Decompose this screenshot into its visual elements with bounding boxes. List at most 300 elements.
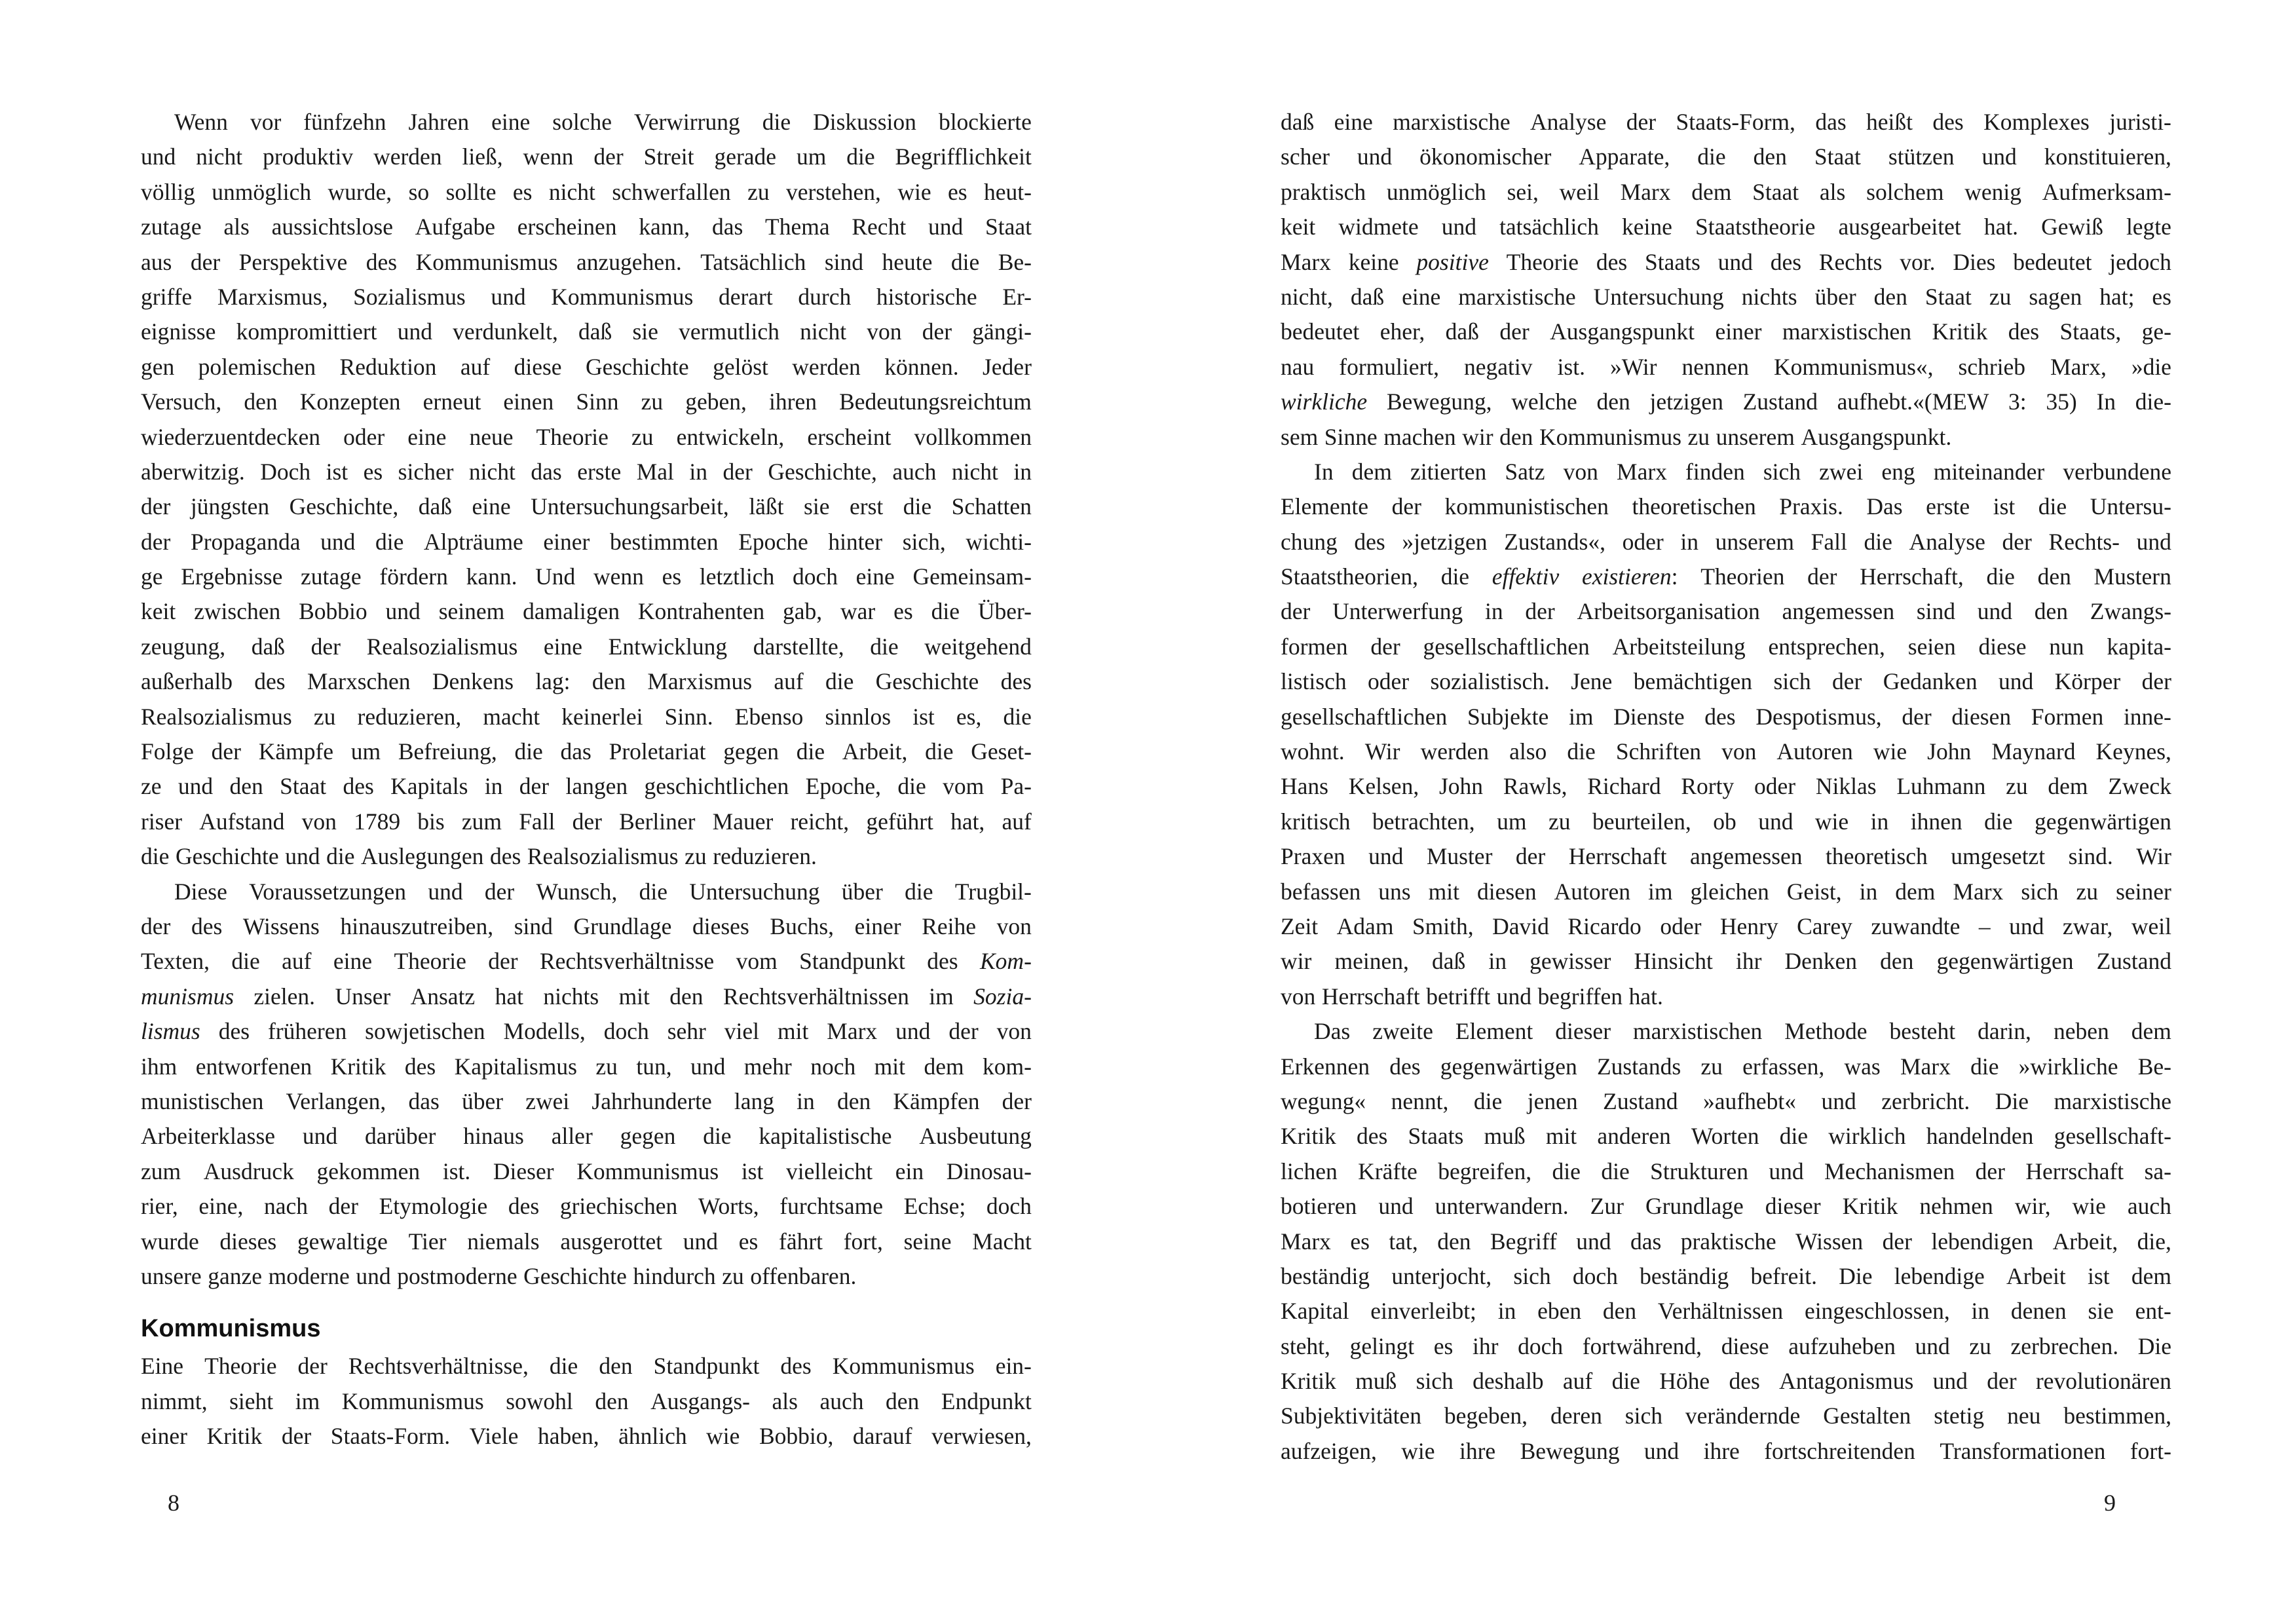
word: aufhebt.«(MEW	[1837, 388, 1989, 415]
word: seine	[903, 1228, 952, 1255]
word: in	[484, 773, 503, 800]
word: zu	[1989, 283, 2012, 310]
word: Staats-Form,	[1676, 109, 1795, 135]
word: Marxismus,	[217, 283, 328, 310]
word: jenen	[1527, 1087, 1578, 1114]
word: Staat	[1814, 143, 1861, 170]
word: Fall	[519, 808, 555, 835]
word: der	[1902, 703, 1932, 730]
word: historische	[876, 283, 977, 310]
word: außerhalb	[141, 668, 233, 695]
word: Unser	[335, 983, 391, 1010]
word: Das	[1314, 1018, 1351, 1045]
word: derart	[718, 283, 773, 310]
word: gegenwärtigen	[2034, 808, 2171, 835]
word: Gemeinsam-	[912, 563, 1032, 590]
word: sollte	[445, 178, 497, 205]
word: den	[591, 668, 626, 695]
word: Theorie	[536, 423, 609, 450]
word: zweite	[1372, 1018, 1433, 1045]
word: 3:	[2008, 388, 2027, 415]
word: solchem	[1866, 178, 1944, 205]
word: den	[2037, 563, 2071, 590]
word: ent-	[2135, 1298, 2171, 1325]
word: polemischen	[198, 353, 316, 380]
word: Zustand	[1603, 1087, 1678, 1114]
word: und	[2009, 913, 2044, 939]
word: Über-	[977, 598, 1032, 625]
word: Kommunismus«,	[1773, 353, 1934, 380]
word: die	[905, 878, 933, 905]
word: Ausgangs-	[650, 1388, 750, 1414]
word: keit	[141, 598, 176, 625]
word: die	[825, 668, 854, 695]
word: mit	[1428, 878, 1459, 905]
word: dem	[924, 1053, 964, 1080]
word: Kommunismus	[1539, 423, 1681, 450]
word: Verwirrung	[634, 109, 740, 135]
page-number-left: 8	[168, 1490, 179, 1516]
word: Streit	[643, 143, 694, 170]
word: Wissens	[242, 913, 320, 939]
word: Analyse	[1909, 528, 1985, 555]
word: hat.	[1628, 983, 1663, 1010]
word: der	[190, 248, 221, 275]
word: des	[1354, 528, 1385, 555]
word: Arbeit	[2006, 1262, 2066, 1289]
word: die	[846, 143, 875, 170]
word: und	[1378, 1193, 1414, 1220]
word: Kräfte	[1358, 1158, 1417, 1184]
word: eben	[1537, 1298, 1582, 1325]
word: des	[489, 843, 521, 870]
word: Ausgangspunkt.	[1801, 423, 1952, 450]
word: die	[1986, 563, 2015, 590]
word: Aufgabe	[415, 214, 495, 240]
word: Carey	[1797, 913, 1852, 939]
word: ein	[895, 1158, 924, 1184]
word: das	[1630, 1228, 1662, 1255]
word: positive	[1416, 248, 1489, 275]
word: ausgearbeitet	[1838, 214, 1961, 240]
word: formuliert,	[1339, 353, 1440, 380]
word: von	[996, 1018, 1032, 1045]
word: unserem	[1716, 423, 1795, 450]
word: Geset-	[971, 738, 1032, 765]
word: auch	[892, 458, 937, 485]
word: Bewegung	[1520, 1437, 1620, 1464]
word: zwischen	[194, 598, 281, 625]
word: erscheint	[807, 423, 892, 450]
word: ihnen	[1910, 808, 1962, 835]
word: durch	[798, 283, 852, 310]
word: die	[1611, 1368, 1640, 1395]
word: Reihe	[922, 913, 977, 939]
word: produktiv	[263, 143, 354, 170]
word: fortwährend,	[1582, 1332, 1702, 1359]
word: aufzeigen,	[1281, 1437, 1377, 1464]
word: gab,	[783, 598, 823, 625]
word: die	[703, 1123, 732, 1150]
word: theoretischen	[1632, 493, 1756, 520]
word: als	[1819, 178, 1846, 205]
word: nehmen	[1919, 1193, 1993, 1220]
left-page-body	[141, 105, 1032, 1454]
word: oder	[343, 423, 385, 450]
word: Staatstheorien,	[1281, 563, 1418, 590]
word: weil	[2131, 913, 2171, 939]
text-line	[1281, 350, 2171, 385]
word: lag:	[535, 668, 571, 695]
word: Marx	[1281, 1228, 1331, 1255]
word: sozialistisch.	[1430, 668, 1550, 695]
word: Henry	[1719, 913, 1778, 939]
text-line	[1281, 1014, 2171, 1049]
word: Marx	[1281, 248, 1331, 275]
left-page	[141, 105, 1032, 1454]
word: in	[1971, 1298, 1990, 1325]
word: Richard	[1587, 773, 1661, 800]
word: des	[254, 668, 286, 695]
word: marxistische	[1393, 109, 1511, 135]
word: Marx,	[2050, 353, 2107, 380]
word: sich	[1513, 1262, 1551, 1289]
word: denen	[2010, 1298, 2067, 1325]
word: Methode	[1784, 1018, 1868, 1045]
word: angemessen	[1782, 598, 1895, 625]
word: des	[366, 248, 398, 275]
word: marxistischen	[1633, 1018, 1763, 1045]
word: sind	[514, 913, 553, 939]
word: auf	[774, 668, 804, 695]
word: Marx	[1953, 878, 2004, 905]
word: Wir	[2136, 843, 2171, 870]
text-line	[141, 245, 1032, 280]
word: Staat	[985, 214, 1032, 240]
word: Echse;	[903, 1193, 966, 1220]
paragraph	[1281, 1014, 2171, 1469]
word: zu	[1700, 1053, 1723, 1080]
word: praktische	[1680, 1228, 1776, 1255]
word: lebendigen	[1931, 1228, 2034, 1255]
word: den	[669, 983, 704, 1010]
word: wenn	[523, 143, 574, 170]
word: und	[1821, 1087, 1856, 1114]
word: meinen,	[1334, 948, 1409, 975]
word: Denkens	[432, 668, 514, 695]
word: griffe	[141, 283, 193, 310]
word: die	[925, 738, 954, 765]
word: der	[310, 633, 341, 660]
word: Schatten	[951, 493, 1032, 520]
word: zerbrechen.	[2010, 1332, 2119, 1359]
word: die	[1440, 563, 1470, 590]
text-line	[1281, 385, 2171, 419]
word: unmöglich	[212, 178, 312, 205]
text-line	[1281, 455, 2171, 489]
word: Theorien	[1700, 563, 1785, 590]
text-line	[141, 1084, 1032, 1119]
word: Muster	[1426, 843, 1493, 870]
word: Kommunismus	[415, 248, 558, 275]
word: Keynes,	[2095, 738, 2171, 765]
word: eine	[855, 563, 895, 590]
word: lang	[734, 1087, 774, 1114]
text-line	[141, 875, 1032, 909]
word: »jetzigen	[1402, 528, 1488, 555]
word: begreifen,	[1438, 1158, 1532, 1184]
word: sa-	[2144, 1158, 2171, 1184]
word: bedeutet	[1281, 318, 1360, 345]
word: Formen	[2031, 703, 2104, 730]
word: Kämpfen	[893, 1087, 980, 1114]
word: der	[1370, 633, 1400, 660]
text-line	[1281, 700, 2171, 734]
word: Rechts-	[2048, 528, 2120, 555]
word: listisch	[1281, 668, 1347, 695]
word: haben,	[537, 1423, 599, 1450]
word: Arbeit,	[2052, 1228, 2118, 1255]
word: des	[343, 773, 374, 800]
word: und	[2136, 528, 2171, 555]
word: Untersu-	[2090, 493, 2171, 520]
word: anzugehen.	[576, 248, 682, 275]
word: Rorty	[1681, 773, 1735, 800]
text-line	[1281, 1434, 2171, 1469]
word: anderen	[1597, 1123, 1671, 1150]
word: werden	[792, 353, 861, 380]
word: der	[1807, 563, 1837, 590]
word: bis	[417, 808, 445, 835]
word: welche	[1511, 388, 1577, 415]
word: munistischen	[141, 1087, 264, 1114]
word: nicht	[800, 318, 847, 345]
word: ist.	[442, 1158, 471, 1184]
word: erscheinen	[517, 214, 617, 240]
word: oder	[1754, 773, 1796, 800]
word: und	[1576, 1228, 1611, 1255]
word: Geschichte	[875, 668, 979, 695]
word: in	[1859, 878, 1878, 905]
word: Komplexes	[1983, 109, 2090, 135]
word: noch	[810, 1053, 856, 1080]
word: und	[356, 1262, 391, 1289]
word: beständig	[1640, 1262, 1729, 1289]
word: früheren	[267, 1018, 347, 1045]
word: Denken	[1784, 948, 1857, 975]
word: darstellte,	[753, 633, 844, 660]
word: des	[1704, 703, 1736, 730]
word: Ansatz	[410, 983, 476, 1010]
word: des	[1357, 1123, 1388, 1150]
word: seien	[1907, 633, 1956, 660]
word: Epoche	[738, 528, 808, 555]
word: eine	[407, 423, 447, 450]
word: eher,	[1380, 318, 1425, 345]
word: von	[1563, 458, 1598, 485]
text-line	[1281, 1189, 2171, 1224]
word: die	[897, 773, 926, 800]
word: Kontrahenten	[637, 598, 765, 625]
word: Zustand	[1742, 388, 1818, 415]
word: wie	[706, 1423, 740, 1450]
text-line	[141, 630, 1032, 664]
word: Bedeutungsreichtum	[839, 388, 1032, 415]
word: Proletariat	[609, 738, 706, 765]
word: geschichtlichen	[644, 773, 789, 800]
word: Zur	[1590, 1193, 1624, 1220]
word: die	[1003, 703, 1032, 730]
word: gleichen	[1690, 878, 1769, 905]
word: darin,	[1978, 1018, 2031, 1045]
word: –	[1978, 913, 1991, 939]
text-line	[1281, 525, 2171, 559]
word: Antagonismus	[1779, 1368, 1914, 1395]
word: es	[1350, 1228, 1370, 1255]
word: auf	[1562, 1368, 1593, 1395]
text-line	[141, 420, 1032, 455]
word: Strukturen	[1650, 1158, 1748, 1184]
word: der	[572, 808, 602, 835]
word: Staat	[280, 773, 327, 800]
text-line	[1281, 1224, 2171, 1259]
word: Ergebnisse	[181, 563, 283, 590]
word: Bobbio,	[759, 1423, 834, 1450]
word: diese	[514, 353, 562, 380]
word: der	[1515, 843, 1546, 870]
word: keit	[1281, 214, 1316, 240]
word: Voraussetzungen	[249, 878, 407, 905]
word: Realsozialismus	[527, 843, 679, 870]
text-line	[141, 909, 1032, 944]
word: Endpunkt	[941, 1388, 1032, 1414]
word: es	[1433, 1332, 1454, 1359]
word: lismus	[141, 1018, 200, 1045]
word: Aufstand	[199, 808, 285, 835]
word: darauf	[852, 1423, 912, 1450]
text-line	[141, 1384, 1032, 1419]
word: Unterwerfung	[1332, 598, 1463, 625]
word: Arbeiterklasse	[141, 1123, 276, 1150]
word: Die	[1839, 1262, 1873, 1289]
word: reduzieren,	[357, 703, 462, 730]
text-line	[1281, 1364, 2171, 1399]
word: ze	[141, 773, 162, 800]
word: die	[141, 843, 170, 870]
text-line	[141, 1349, 1032, 1384]
word: kapita-	[2107, 633, 2171, 660]
word: dem	[1351, 458, 1392, 485]
word: formen	[1281, 633, 1348, 660]
word: sind.	[2068, 843, 2113, 870]
word: Jeder	[982, 353, 1032, 380]
word: verdunkelt,	[453, 318, 558, 345]
word: 1789	[354, 808, 401, 835]
word: griechischen	[559, 1193, 678, 1220]
word: die	[375, 528, 404, 555]
word: daß	[251, 633, 286, 660]
word: Transformationen	[1940, 1437, 2106, 1464]
word: den	[1596, 388, 1630, 415]
word: verstehen,	[786, 178, 881, 205]
word: Entwicklung	[608, 633, 728, 660]
word: Subjekte	[1467, 703, 1549, 730]
word: des	[508, 1193, 540, 1220]
word: wie	[2072, 1193, 2106, 1220]
word: sowohl	[506, 1388, 573, 1414]
word: Geschichte	[523, 1262, 627, 1289]
word: Wenn	[174, 109, 228, 135]
word: Rechts	[1818, 248, 1883, 275]
word: Realsozialismus	[141, 703, 292, 730]
word: doch	[1572, 1262, 1618, 1289]
word: lebendige	[1894, 1262, 1985, 1289]
word: keine	[1348, 248, 1399, 275]
word: Kelsen,	[1348, 773, 1419, 800]
word: dem	[1691, 178, 1732, 205]
word: Konzepten	[299, 388, 401, 415]
word: zu	[747, 178, 770, 205]
text-line	[1281, 105, 2171, 140]
word: der	[922, 318, 952, 345]
word: Perspektive	[238, 248, 348, 275]
word: der	[328, 1193, 358, 1220]
word: Praxis.	[1779, 493, 1843, 520]
word: die	[514, 738, 543, 765]
word: in	[1013, 458, 1032, 485]
word: der	[1525, 598, 1555, 625]
word: Jene	[1571, 668, 1613, 695]
text-line	[1281, 489, 2171, 524]
word: von	[1721, 738, 1757, 765]
word: Geschichte	[585, 353, 689, 380]
word: Kapital	[1281, 1298, 1349, 1325]
word: gen	[141, 353, 175, 380]
word: gesellschaftlichen	[1423, 633, 1590, 660]
word: wie	[897, 178, 931, 205]
word: steht,	[1281, 1332, 1330, 1359]
word: Sinn.	[664, 703, 713, 730]
page-number-right: 9	[2104, 1490, 2116, 1516]
word: miteinander	[1933, 458, 2045, 485]
text-line	[141, 1154, 1032, 1189]
word: Realsozialismus	[366, 633, 518, 660]
word: Staatstheorie	[1695, 214, 1816, 240]
word: Autoren	[1776, 738, 1853, 765]
word: Reduktion	[339, 353, 437, 380]
word: Kritik	[330, 1053, 386, 1080]
word: gegen	[620, 1123, 676, 1150]
word: zwar,	[2062, 913, 2113, 939]
word: die	[1864, 528, 1892, 555]
word: den	[244, 388, 278, 415]
word: »die	[2131, 353, 2171, 380]
word: beurteilen,	[1592, 808, 1691, 835]
word: die	[870, 633, 899, 660]
text-line	[141, 1259, 1032, 1294]
word: der	[1832, 668, 1862, 695]
text-line	[141, 1189, 1032, 1224]
word: sem	[1281, 423, 1319, 450]
word: der	[141, 528, 171, 555]
word: bemächtigen	[1633, 668, 1753, 695]
word: Satz	[1505, 458, 1545, 485]
word: Rechtsverhältnissen	[723, 983, 909, 1010]
text-line	[1281, 1329, 2171, 1364]
word: Recht	[852, 214, 907, 240]
word: Ricardo	[1567, 913, 1642, 939]
word: völlig	[141, 178, 195, 205]
